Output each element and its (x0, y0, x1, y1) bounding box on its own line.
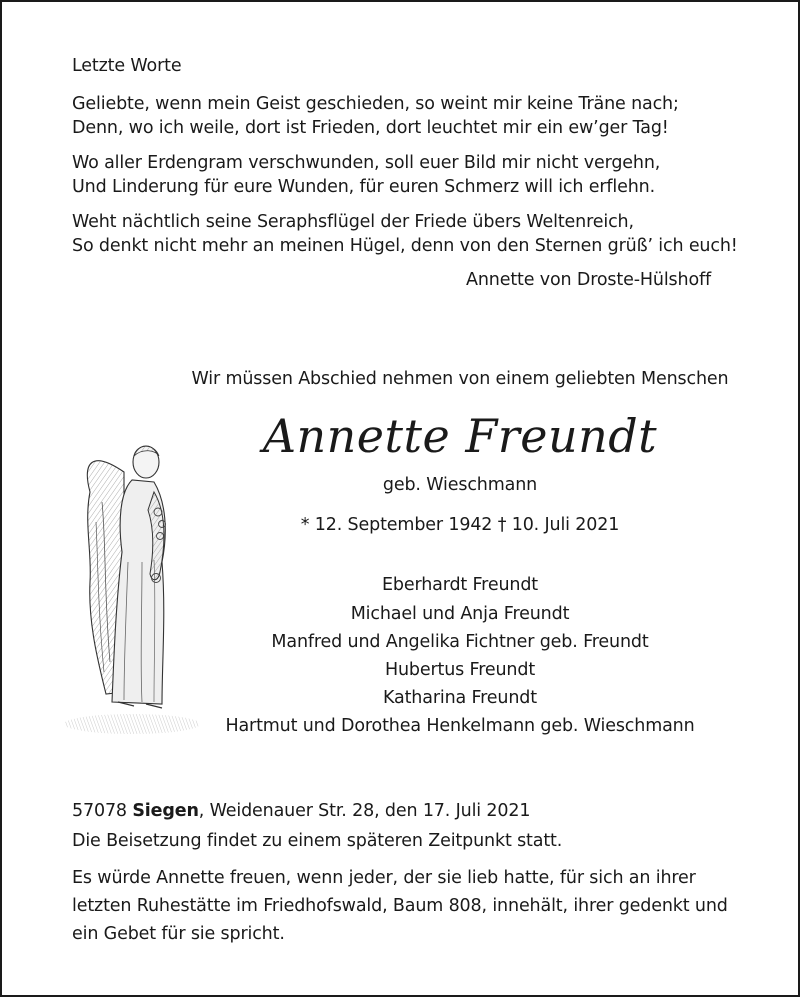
farewell-intro: Wir müssen Abschied nehmen von einem geliebten Menschen (191, 369, 729, 389)
mourner: Hartmut und Dorothea Henkelmann geb. Wieschmann (225, 716, 695, 736)
address-date: , Weidenauer Str. 28, den 17. Juli 2021 (198, 801, 531, 821)
poem-line: Geliebte, wenn mein Geist geschieden, so weint mir keine Träne nach; (72, 94, 679, 114)
poem-line: So denkt nicht mehr an meinen Hügel, denn von den Sternen grüß’ ich euch! (72, 236, 738, 256)
wish-line: Es würde Annette freuen, wenn jeder, der sie lieb hatte, für sich an ihrer (72, 868, 696, 888)
mourner: Manfred und Angelika Fichtner geb. Freundt (271, 632, 649, 652)
poem-author: Annette von Droste-Hülshoff (466, 270, 712, 290)
mourner: Hubertus Freundt (384, 660, 536, 680)
mourner: Michael und Anja Freundt (350, 604, 570, 624)
postcode: 57078 (72, 801, 127, 821)
poem-line: Denn, wo ich weile, dort ist Frieden, dort leuchtet mir ein ew’ger Tag! (72, 118, 669, 138)
maiden-name: geb. Wieschmann (382, 475, 538, 495)
wish-line: ein Gebet für sie spricht. (72, 924, 285, 944)
city: Siegen (132, 801, 199, 821)
deceased-name: Annette Freundt (262, 409, 658, 463)
burial-note: Die Beisetzung findet zu einem späteren Zeitpunkt statt. (72, 831, 563, 851)
life-dates: * 12. September 1942 † 10. Juli 2021 (300, 515, 620, 535)
place-date-line (72, 798, 530, 824)
mourner: Eberhardt Freundt (381, 575, 539, 595)
wish-line: letzten Ruhestätte im Friedhofswald, Baum 808, innehält, ihrer gedenkt und (72, 896, 728, 916)
poem-line: Und Linderung für eure Wunden, für euren Schmerz will ich erflehn. (72, 177, 656, 197)
mourner: Katharina Freundt (383, 688, 537, 708)
poem-line: Wo aller Erdengram verschwunden, soll euer Bild mir nicht vergehn, (72, 153, 661, 173)
poem-title: Letzte Worte (72, 56, 182, 76)
angel-illustration (62, 432, 202, 742)
poem-line: Weht nächtlich seine Seraphsflügel der Friede übers Weltenreich, (72, 212, 634, 232)
